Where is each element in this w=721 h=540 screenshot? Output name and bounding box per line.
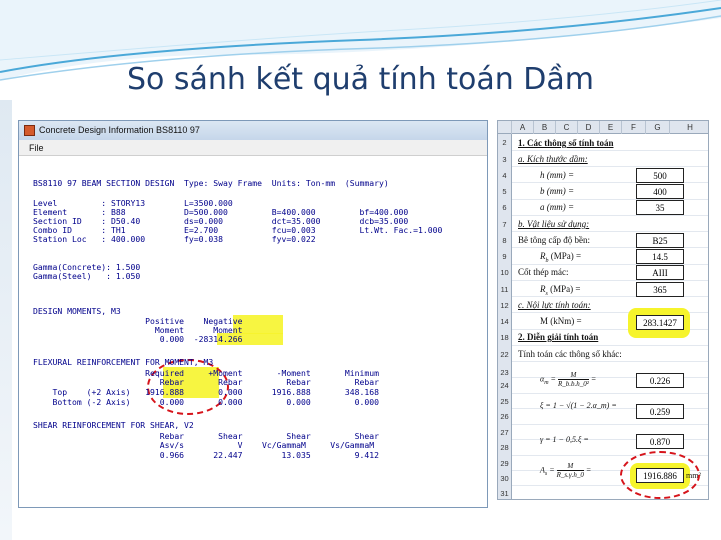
row-header-27[interactable]: 27	[498, 428, 512, 437]
row-header-4[interactable]: 4	[498, 171, 512, 180]
gamma-steel: Gamma(Steel) : 1.050	[33, 271, 141, 281]
m-value-cell[interactable]: 283.1427	[636, 315, 684, 330]
row-header-29[interactable]: 29	[498, 459, 512, 468]
info-line-station: Station Loc : 400.000 fy=0.038 fyv=0.022	[33, 234, 316, 244]
column-header-g[interactable]: G	[646, 121, 670, 134]
concrete-grade-label[interactable]: Bê tông cấp độ bền:	[518, 235, 590, 245]
column-header-h[interactable]: H	[687, 123, 693, 132]
as-unit: mm²	[686, 471, 701, 480]
row-header-6[interactable]: 6	[498, 203, 512, 212]
m-label[interactable]: M (kNm) =	[540, 316, 582, 326]
row-header-12[interactable]: 12	[498, 301, 512, 310]
header-line: BS8110 97 BEAM SECTION DESIGN Type: Sway Frame Units: Ton-mm (Summary)	[33, 178, 389, 188]
column-header-bar	[498, 121, 709, 134]
excel-sheet[interactable]	[497, 120, 709, 500]
row-header-30[interactable]: 30	[498, 474, 512, 483]
column-header-e[interactable]: E	[600, 121, 622, 134]
info-line-section: Section ID : D50.40 ds=0.000 dct=35.000 dcb=35.000	[33, 216, 409, 226]
formula-xi: ξ = 1 − √(1 − 2.α_m) =	[540, 401, 617, 410]
info-line-level: Level : STORY13 L=3500.000	[33, 198, 233, 208]
row-header-11[interactable]: 11	[498, 285, 512, 294]
gamma-concrete: Gamma(Concrete): 1.500	[33, 262, 141, 272]
shear-title: SHEAR REINFORCEMENT FOR SHEAR, V2	[33, 420, 194, 430]
as-value-cell[interactable]: 1916.886	[636, 468, 684, 483]
red-circle-as	[620, 451, 700, 499]
section-2-title[interactable]: 2. Diễn giải tính toán	[518, 332, 599, 342]
info-line-element: Element : B88 D=500.000 B=400.000 bf=400.000	[33, 207, 409, 217]
menu-bar	[19, 140, 487, 156]
row-header-26[interactable]: 26	[498, 412, 512, 421]
info-line-combo: Combo ID : TH1 E=2.700 fcu=0.003 Lt.Wt. Fac.=1.000	[33, 225, 443, 235]
steel-grade-label[interactable]: Cốt thép mác:	[518, 267, 569, 277]
moments-header-1: Positive Negative	[33, 316, 243, 326]
column-header-f[interactable]: F	[622, 121, 646, 134]
a-value-cell[interactable]: 35	[636, 200, 684, 215]
column-header-b[interactable]: B	[534, 121, 556, 134]
flexural-header-2: Rebar Rebar Rebar Rebar	[33, 377, 379, 387]
moments-title: DESIGN MOMENTS, M3	[33, 306, 121, 316]
shear-header-2: Asv/s V Vc/GammaM Vs/GammaM	[33, 440, 375, 450]
row-header-9[interactable]: 9	[498, 252, 512, 261]
h-value-cell[interactable]: 500	[636, 168, 684, 183]
flexural-top-row: Top (+2 Axis) 1916.888 0.000 1916.888 348.168	[33, 387, 379, 397]
row-header-3[interactable]: 3	[498, 155, 512, 164]
section-1-title[interactable]: 1. Các thông số tính toán	[518, 138, 614, 148]
row-header-31[interactable]: 31	[498, 489, 512, 498]
steel-grade-cell[interactable]: AIII	[636, 265, 684, 280]
window-title: Concrete Design Information BS8110 97	[39, 125, 200, 135]
section-a-title[interactable]: a. Kích thước dầm:	[518, 154, 588, 164]
slide-title: So sánh kết quả tính toán Dầm	[126, 62, 595, 97]
formula-alpha: $\alpha_m$ = $\frac{M}{\text{R\_b.b.h\_0²}}$ =	[540, 371, 597, 388]
section-c-title[interactable]: c. Nội lực tính toán:	[518, 300, 591, 310]
row-header-14[interactable]: 14	[498, 317, 512, 326]
moments-header-2: Moment Moment	[33, 325, 243, 335]
left-accent-bar	[0, 100, 12, 540]
column-header-d[interactable]: D	[578, 121, 600, 134]
concrete-design-window[interactable]	[18, 120, 488, 508]
window-titlebar[interactable]	[19, 121, 487, 140]
b-label[interactable]: b (mm) =	[540, 186, 575, 196]
app-icon	[24, 125, 35, 136]
row-header-5[interactable]: 5	[498, 187, 512, 196]
rb-value-cell[interactable]: 14.5	[636, 249, 684, 264]
concrete-grade-cell[interactable]: B25	[636, 233, 684, 248]
xi-value-cell[interactable]: 0.259	[636, 404, 684, 419]
column-header-a[interactable]: A	[512, 121, 534, 134]
a-label[interactable]: a (mm) =	[540, 202, 575, 212]
other-params-label[interactable]: Tính toán các thông số khác:	[518, 349, 622, 359]
moments-values: 0.000 -28314.266	[33, 334, 243, 344]
row-header-7[interactable]: 7	[498, 220, 512, 229]
column-header-c[interactable]: C	[556, 121, 578, 134]
row-header-28[interactable]: 28	[498, 443, 512, 452]
row-header-23[interactable]: 23	[498, 368, 512, 377]
b-value-cell[interactable]: 400	[636, 184, 684, 199]
rs-value-cell[interactable]: 365	[636, 282, 684, 297]
row-header-8[interactable]: 8	[498, 236, 512, 245]
shear-header-1: Rebar Shear Shear Shear	[33, 431, 379, 441]
row-header-2[interactable]: 2	[498, 138, 512, 147]
h-label[interactable]: h (mm) =	[540, 170, 575, 180]
alpha-value-cell[interactable]: 0.226	[636, 373, 684, 388]
section-b-title[interactable]: b. Vật liệu sử dụng:	[518, 219, 590, 229]
flexural-header-1: Required +Moment -Moment Minimum	[33, 368, 379, 378]
flexural-bottom-row: Bottom (-2 Axis) 0.000 0.000 0.000 0.000	[33, 397, 379, 407]
rb-label[interactable]: $R_b$ (MPa) =	[540, 251, 582, 264]
flexural-title: FLEXURAL REINFORCEMENT FOR MOMENT, M3	[33, 357, 214, 367]
shear-values: 0.966 22.447 13.035 9.412	[33, 450, 379, 460]
row-header-25[interactable]: 25	[498, 397, 512, 406]
menu-file[interactable]: File	[29, 143, 44, 153]
row-header-10[interactable]: 10	[498, 268, 512, 277]
formula-as: $A_s$ = $\frac{M}{R\_s.\gamma.h\_0}$ =	[540, 462, 592, 479]
formula-gamma: γ = 1 − 0,5.ξ =	[540, 435, 589, 444]
row-header-22[interactable]: 22	[498, 350, 512, 359]
corner-cell[interactable]	[498, 121, 512, 134]
gamma-value-cell[interactable]: 0.870	[636, 434, 684, 449]
row-header-18[interactable]: 18	[498, 333, 512, 342]
rs-label[interactable]: $R_s$ (MPa) =	[540, 284, 581, 297]
row-header-24[interactable]: 24	[498, 381, 512, 390]
